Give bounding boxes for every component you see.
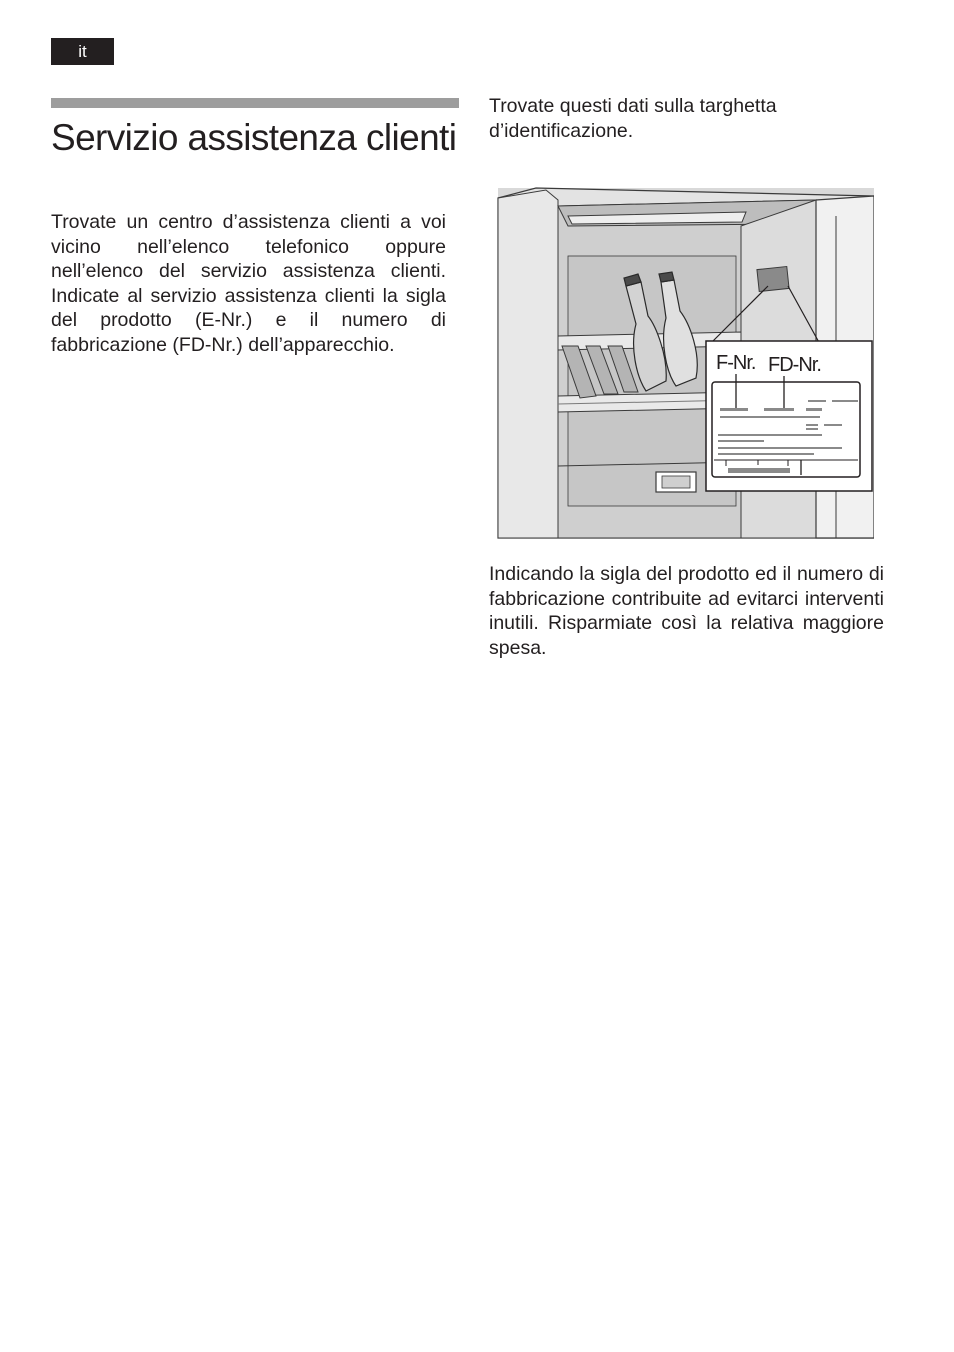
- closing-paragraph: Indicando la sigla del prodotto ed il numero di fabbricazione contribuite ad evitarci interventi inutili. Risparmiate così la relativa maggiore spesa.: [489, 563, 884, 659]
- language-tab: it: [51, 38, 114, 65]
- intro-paragraph: Trovate un centro d’assistenza clienti a voi vicino nell’elenco telefonico oppure nell’elenco del servizio assistenza clienti. Indicate al servizio assistenza clienti la sigla del prodotto (E-Nr.) e il numero di fabbricazione (FD-Nr.) dell’apparecchio.: [51, 211, 446, 356]
- section-rule: [51, 98, 459, 108]
- section-title: Servizio assistenza clienti: [51, 117, 457, 158]
- rating-plate-caption: Trovate questi dati sulla targhetta d’identificazione.: [489, 95, 777, 142]
- fd-nr-label: FD-Nr.: [768, 354, 821, 376]
- appliance-rating-plate-illustration: [496, 186, 874, 540]
- e-nr-label: F-Nr.: [716, 352, 756, 374]
